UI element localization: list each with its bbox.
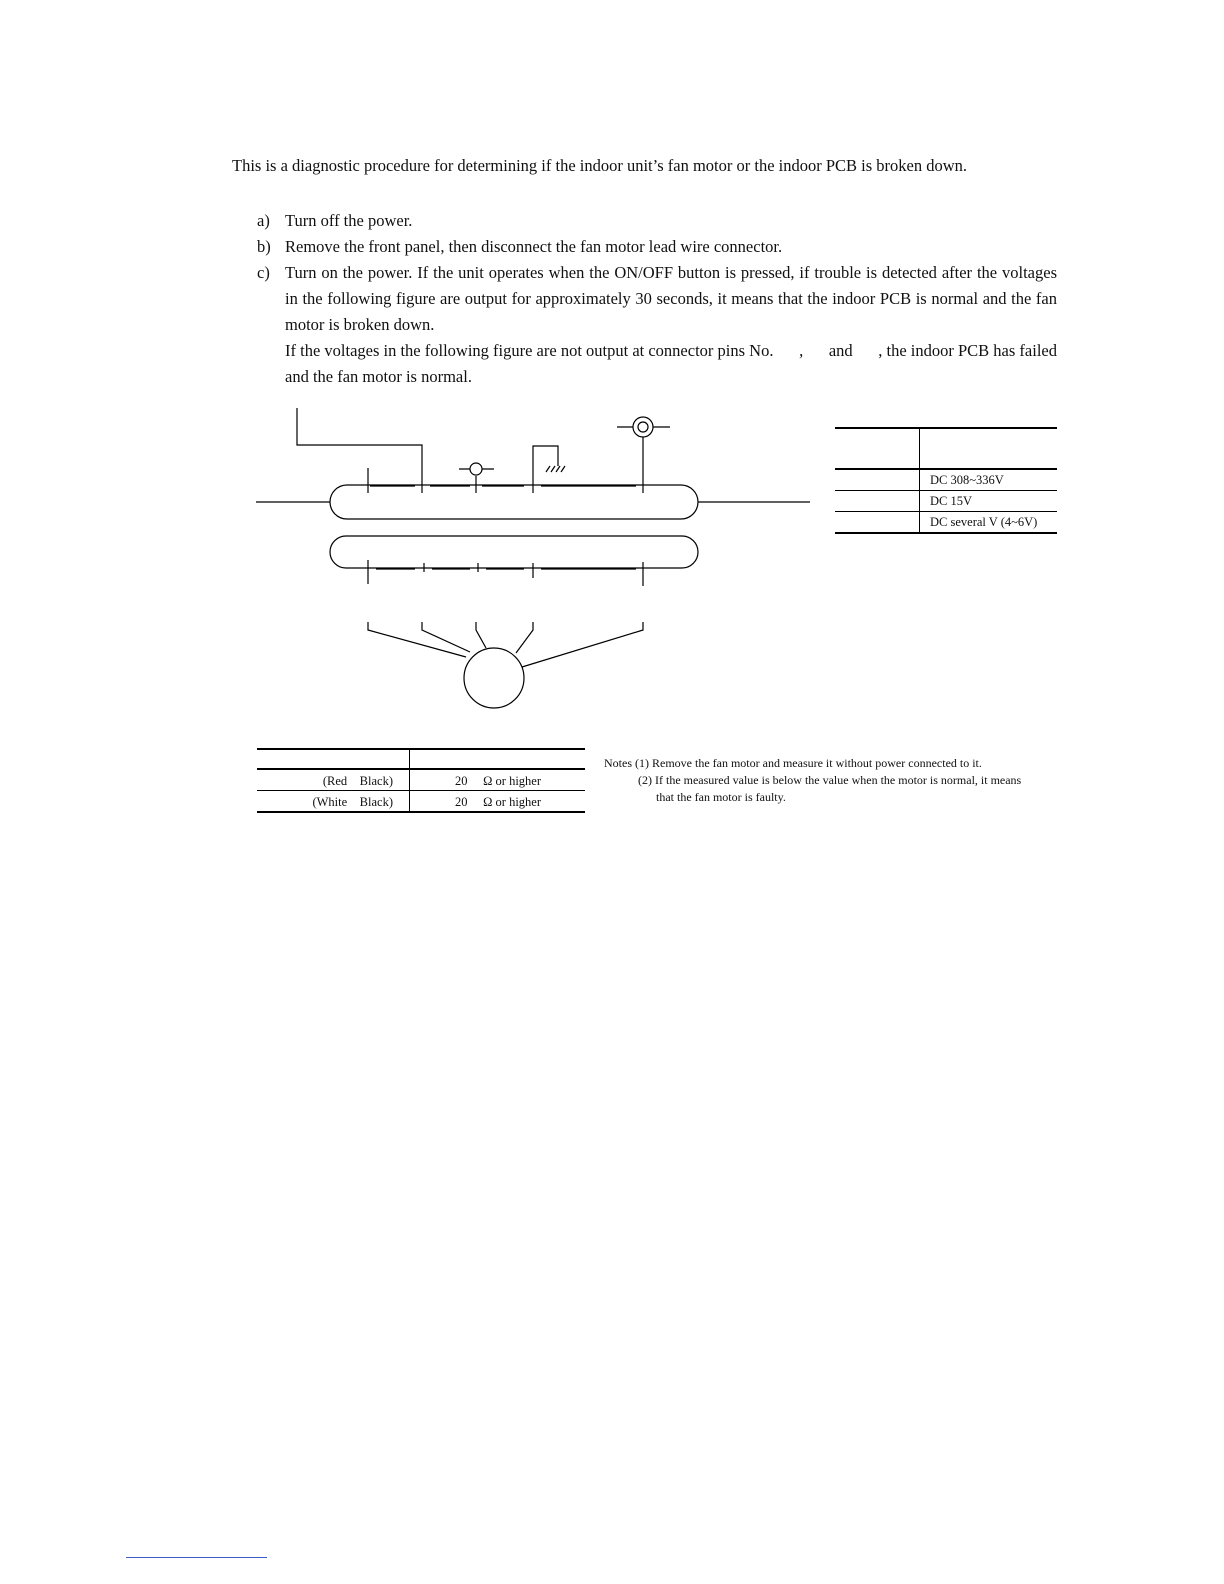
notes [604,755,1064,806]
footer-rule [126,1557,267,1558]
resistance-value: 20 Ω or higher [410,769,586,791]
voltage-value: DC several V (4~6V) [920,512,1058,534]
table-row [835,512,1057,534]
pin-note-part1: If the voltages in the following figure are not output at connector pins No. [285,341,774,360]
table-row [257,769,585,791]
note-line: Notes (1) Remove the fan motor and measure it without power connected to it. [604,756,982,770]
step-label: b) [257,237,271,256]
pin-note-line2: and the fan motor is normal. [285,367,472,386]
lead-wire [297,408,422,493]
step-text: Turn on the power. If the unit operates when the ON/OFF button is pressed, if trouble is detected after the voltages in the following figure are output for approximately 30 seconds, it means that the indoor PCB is normal and the fan motor is broken down. [285,263,1057,334]
note-line: that the fan motor is faulty. [656,790,786,804]
pin-note-part4: , the indoor PCB has failed [878,341,1057,360]
voltage-value: DC 308~336V [920,469,1058,491]
pin-note-part2: , [799,341,804,360]
resistance-pair: (Red Black) [257,769,410,791]
motor-leads [368,622,643,667]
voltage-value: DC 15V [920,491,1058,512]
motor-connector-pins [368,560,643,586]
terminal-circle [470,463,482,475]
resistance-pair: (White Black) [257,791,410,813]
note-line: (2) If the measured value is below the value when the motor is normal, it means [638,773,1022,787]
fan-motor-symbol [464,648,524,708]
step-text: Turn off the power. [285,211,413,230]
table-row [835,469,1057,491]
table-row [835,491,1057,512]
ground-symbol [533,446,565,476]
terminal-double-circle-inner [638,422,648,432]
pin-note-part3: and [828,341,853,360]
table-row [257,791,585,813]
step-label: c) [257,263,270,282]
voltage-table [835,427,1057,534]
resistance-value: 20 Ω or higher [410,791,586,813]
pcb-connector-pins [368,462,643,493]
terminal-double-circle-outer [633,417,653,437]
step-text: Remove the front panel, then disconnect the fan motor lead wire connector. [285,237,783,256]
intro-text: This is a diagnostic procedure for determining if the indoor unit’s fan motor or the indoor PCB is broken down. [232,156,968,175]
resistance-table [257,748,585,813]
step-label: a) [257,211,270,230]
